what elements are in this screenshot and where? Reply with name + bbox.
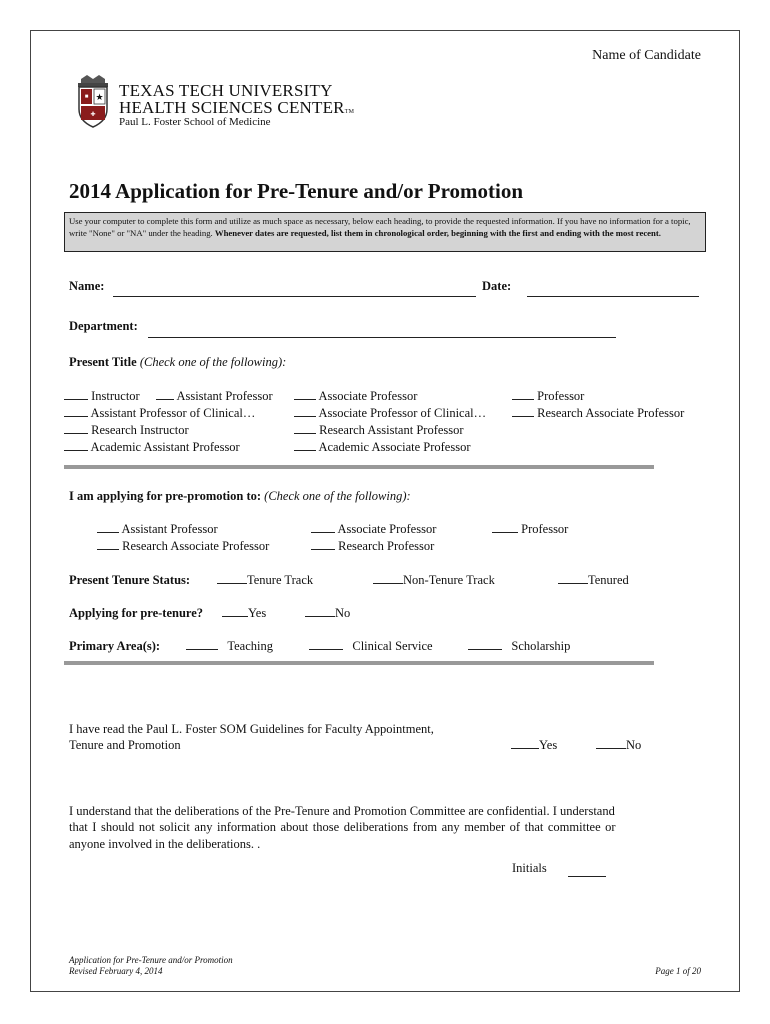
option-assistant-professor-clinical[interactable] <box>64 406 255 421</box>
instructions-box <box>64 212 706 252</box>
guidelines-yes-option[interactable] <box>511 738 557 753</box>
svg-text:✚: ✚ <box>90 112 96 118</box>
footer-revised: Revised February 4, 2014 <box>69 966 163 976</box>
guidelines-line-2: Tenure and Promotion <box>69 738 181 752</box>
footer-page-number: Page 1 of 20 <box>655 966 701 976</box>
clinical-service-option[interactable] <box>309 639 433 654</box>
clinical-service-label: Clinical Service <box>352 639 433 653</box>
tenured-label: Tenured <box>588 573 629 587</box>
apply-professor-label: Professor <box>521 522 569 536</box>
option-instructor[interactable] <box>64 389 140 404</box>
option-associate-professor-clinical-label: Associate Professor of Clinical… <box>318 406 487 420</box>
option-academic-assistant-professor[interactable] <box>64 440 240 455</box>
option-research-instructor[interactable] <box>64 423 189 438</box>
department-field[interactable] <box>148 337 616 338</box>
name-of-candidate-label: Name of Candidate <box>592 48 701 63</box>
option-academic-associate-professor-label: Academic Associate Professor <box>318 440 471 454</box>
name-label: Name: <box>69 279 105 293</box>
apply-associate-professor[interactable] <box>311 522 436 537</box>
form-page <box>30 30 740 992</box>
option-assistant-professor[interactable] <box>156 389 273 404</box>
non-tenure-track-label: Non-Tenure Track <box>403 573 495 587</box>
pre-tenure-no-label: No <box>335 606 351 620</box>
apply-associate-professor-label: Associate Professor <box>337 522 437 536</box>
option-research-associate-professor-label: Research Associate Professor <box>537 406 685 420</box>
guidelines-no-option[interactable] <box>596 738 641 753</box>
present-title-heading <box>69 355 286 370</box>
primary-area-label: Primary Area(s): <box>69 639 161 653</box>
teaching-option[interactable] <box>186 639 273 654</box>
section-divider <box>64 465 654 469</box>
applying-heading <box>69 489 411 504</box>
initials-label: Initials <box>512 861 547 875</box>
apply-research-professor-label: Research Professor <box>338 539 435 553</box>
svg-text:■: ■ <box>84 94 89 100</box>
present-title-label: Present Title <box>69 355 137 369</box>
section-divider-2 <box>64 661 654 665</box>
page-title: 2014 Application for Pre-Tenure and/or Promotion <box>69 179 524 203</box>
instructions-bold-text: Whenever dates are requested, list them in chronological order, beginning with the first and ending with the most recent. <box>214 228 661 238</box>
option-assistant-professor-label: Assistant Professor <box>176 389 273 403</box>
tenure-track-label: Tenure Track <box>247 573 314 587</box>
logo-line-3: Paul L. Foster School of Medicine <box>119 116 271 128</box>
apply-research-associate-professor[interactable] <box>97 539 269 554</box>
seal-icon <box>73 73 113 129</box>
applying-label: I am applying for pre-promotion to: <box>69 489 262 503</box>
university-logo <box>73 73 373 131</box>
confidential-line-3: anyone involved in the deliberations. . <box>69 837 261 851</box>
option-assistant-professor-clinical-label: Assistant Professor of Clinical… <box>90 406 256 420</box>
pre-tenure-no-option[interactable] <box>305 606 350 621</box>
option-research-assistant-professor-label: Research Assistant Professor <box>319 423 464 437</box>
option-research-instructor-label: Research Instructor <box>91 423 189 437</box>
apply-assistant-professor[interactable] <box>97 522 218 537</box>
svg-text:★: ★ <box>95 92 104 102</box>
tenured-option[interactable] <box>558 573 629 588</box>
guidelines-line-1: I have read the Paul L. Foster SOM Guidelines for Faculty Appointment, <box>69 722 434 736</box>
pre-tenure-yes-label: Yes <box>248 606 267 620</box>
department-label: Department: <box>69 319 138 333</box>
present-title-hint: (Check one of the following): <box>139 355 287 369</box>
date-label: Date: <box>482 279 512 293</box>
confidential-line-1: I understand that the deliberations of the Pre-Tenure and Promotion Committee are confidential. I understand <box>69 804 615 818</box>
pre-tenure-label: Applying for pre-tenure? <box>69 606 204 620</box>
apply-assistant-professor-label: Assistant Professor <box>121 522 218 536</box>
confidential-line-2: that I should not solicit any information about those deliberations from any member of that committee or <box>69 820 616 834</box>
guidelines-no-label: No <box>626 738 642 752</box>
guidelines-yes-label: Yes <box>539 738 558 752</box>
option-associate-professor-clinical[interactable] <box>294 406 486 421</box>
option-associate-professor[interactable] <box>294 389 417 404</box>
name-field[interactable] <box>113 296 476 297</box>
option-academic-associate-professor[interactable] <box>294 440 470 455</box>
instructions-text: Use your computer to complete this form and utilize as much space as necessary, below each heading, to provide the requested information. If you have no information for a topic, write "None" or "NA" under the heading. <box>69 216 691 238</box>
logo-tm: TM <box>344 109 355 115</box>
teaching-label: Teaching <box>227 639 274 653</box>
option-research-assistant-professor[interactable] <box>294 423 464 438</box>
option-academic-assistant-professor-label: Academic Assistant Professor <box>90 440 240 454</box>
option-professor-label: Professor <box>537 389 585 403</box>
footer-title: Application for Pre-Tenure and/or Promotion <box>69 955 233 965</box>
option-professor[interactable] <box>512 389 584 404</box>
option-research-associate-professor[interactable] <box>512 406 684 421</box>
logo-line-2-text: HEALTH SCIENCES CENTER <box>119 98 345 117</box>
date-field[interactable] <box>527 296 699 297</box>
tenure-status-label: Present Tenure Status: <box>69 573 191 587</box>
scholarship-label: Scholarship <box>511 639 571 653</box>
applying-hint: (Check one of the following): <box>264 489 411 503</box>
option-instructor-label: Instructor <box>91 389 140 403</box>
non-tenure-track-option[interactable] <box>373 573 495 588</box>
pre-tenure-yes-option[interactable] <box>222 606 266 621</box>
scholarship-option[interactable] <box>468 639 570 654</box>
logo-line-2 <box>119 98 354 118</box>
logo-line-1: TEXAS TECH UNIVERSITY <box>119 81 333 100</box>
option-associate-professor-label: Associate Professor <box>318 389 418 403</box>
tenure-track-option[interactable] <box>217 573 313 588</box>
initials-field[interactable] <box>568 876 606 877</box>
apply-research-associate-professor-label: Research Associate Professor <box>122 539 270 553</box>
apply-research-professor[interactable] <box>311 539 434 554</box>
apply-professor[interactable] <box>492 522 568 537</box>
